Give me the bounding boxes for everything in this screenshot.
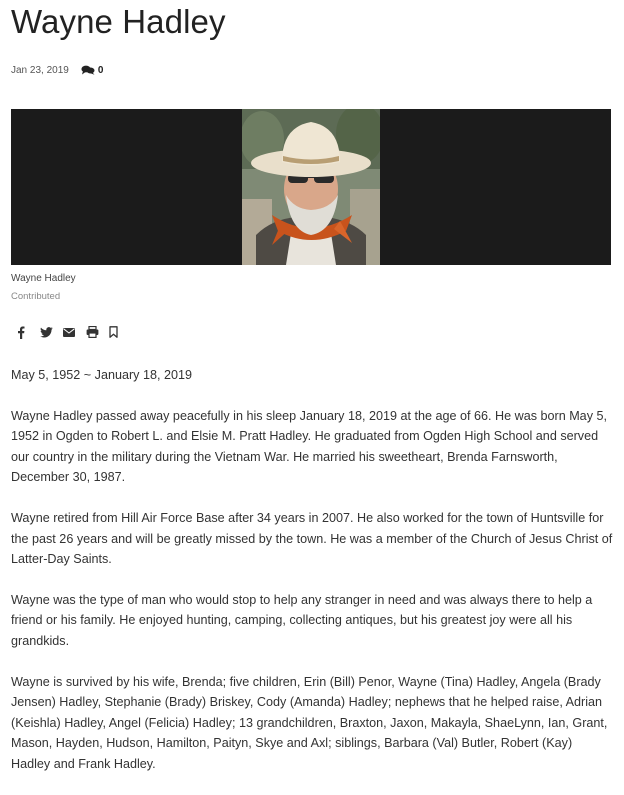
publish-date: Jan 23, 2019 [11,64,69,76]
comment-bubbles-icon [81,65,95,75]
share-toolbar [17,325,132,339]
article-paragraph: Wayne Hadley passed away peacefully in his sleep January 18, 2019 at the age of 66. He was born May 5, 1952 in Ogden to Robert L. and Elsie M. Pratt Hadley. He graduated from Ogden High School and served our country in the military during the Vietnam War. He married his sweetheart, Brenda Farnsworth, December 30, 1987. [11,408,607,485]
print-button[interactable] [86,325,109,339]
life-dates: May 5, 1952 ~ January 18, 2019 [11,368,192,382]
page-title: Wayne Hadley [11,3,226,40]
print-icon [86,326,99,338]
photo-credit: Contributed [11,291,61,302]
photo-caption: Wayne Hadley [11,273,76,284]
portrait-image [242,109,380,265]
article-meta [11,63,103,77]
comment-count: 0 [97,64,104,76]
share-twitter-button[interactable] [40,325,63,339]
article-body [11,365,613,795]
lead-photo[interactable] [11,109,611,265]
share-email-button[interactable] [63,325,86,339]
share-facebook-button[interactable] [17,325,40,339]
facebook-icon [17,326,25,339]
twitter-icon [40,327,53,338]
comments-link[interactable] [81,65,104,76]
article-paragraph: Wayne retired from Hill Air Force Base after 34 years in 2007. He also worked for the town of Huntsville for the past 26 years and will be greatly missed by the town. He was a member of the Church of Jesus Christ of Latter-Day Saints. [11,510,613,567]
article-paragraph: Wayne is survived by his wife, Brenda; five children, Erin (Bill) Penor, Wayne (Tina) Hadley, Angela (Brady Jensen) Hadley, Stephanie (Brady) Briskey, Cody (Amanda) Hadley; nephews that he helped raise, Adrian (Keishla) Hadley, Angel (Felicia) Hadley; 13 grandchildren, Braxton, Jaxon, Makayla, ShaeLynn, Ian, Grant, Mason, Hayden, Hudson, Hamilton, Paityn, Skye and Axl; siblings, Barbara (Val) Butler, Robert (Kay) Hadley and Frank Hadley. [11,674,608,771]
email-icon [63,328,75,337]
bookmark-button[interactable] [109,325,132,339]
article-paragraph: Wayne was the type of man who would stop to help any stranger in need and was always there to help a friend or his family. He enjoyed hunting, camping, collecting antiques, but his greatest joy were all his grandkids. [11,592,593,648]
bookmark-icon [109,326,118,338]
